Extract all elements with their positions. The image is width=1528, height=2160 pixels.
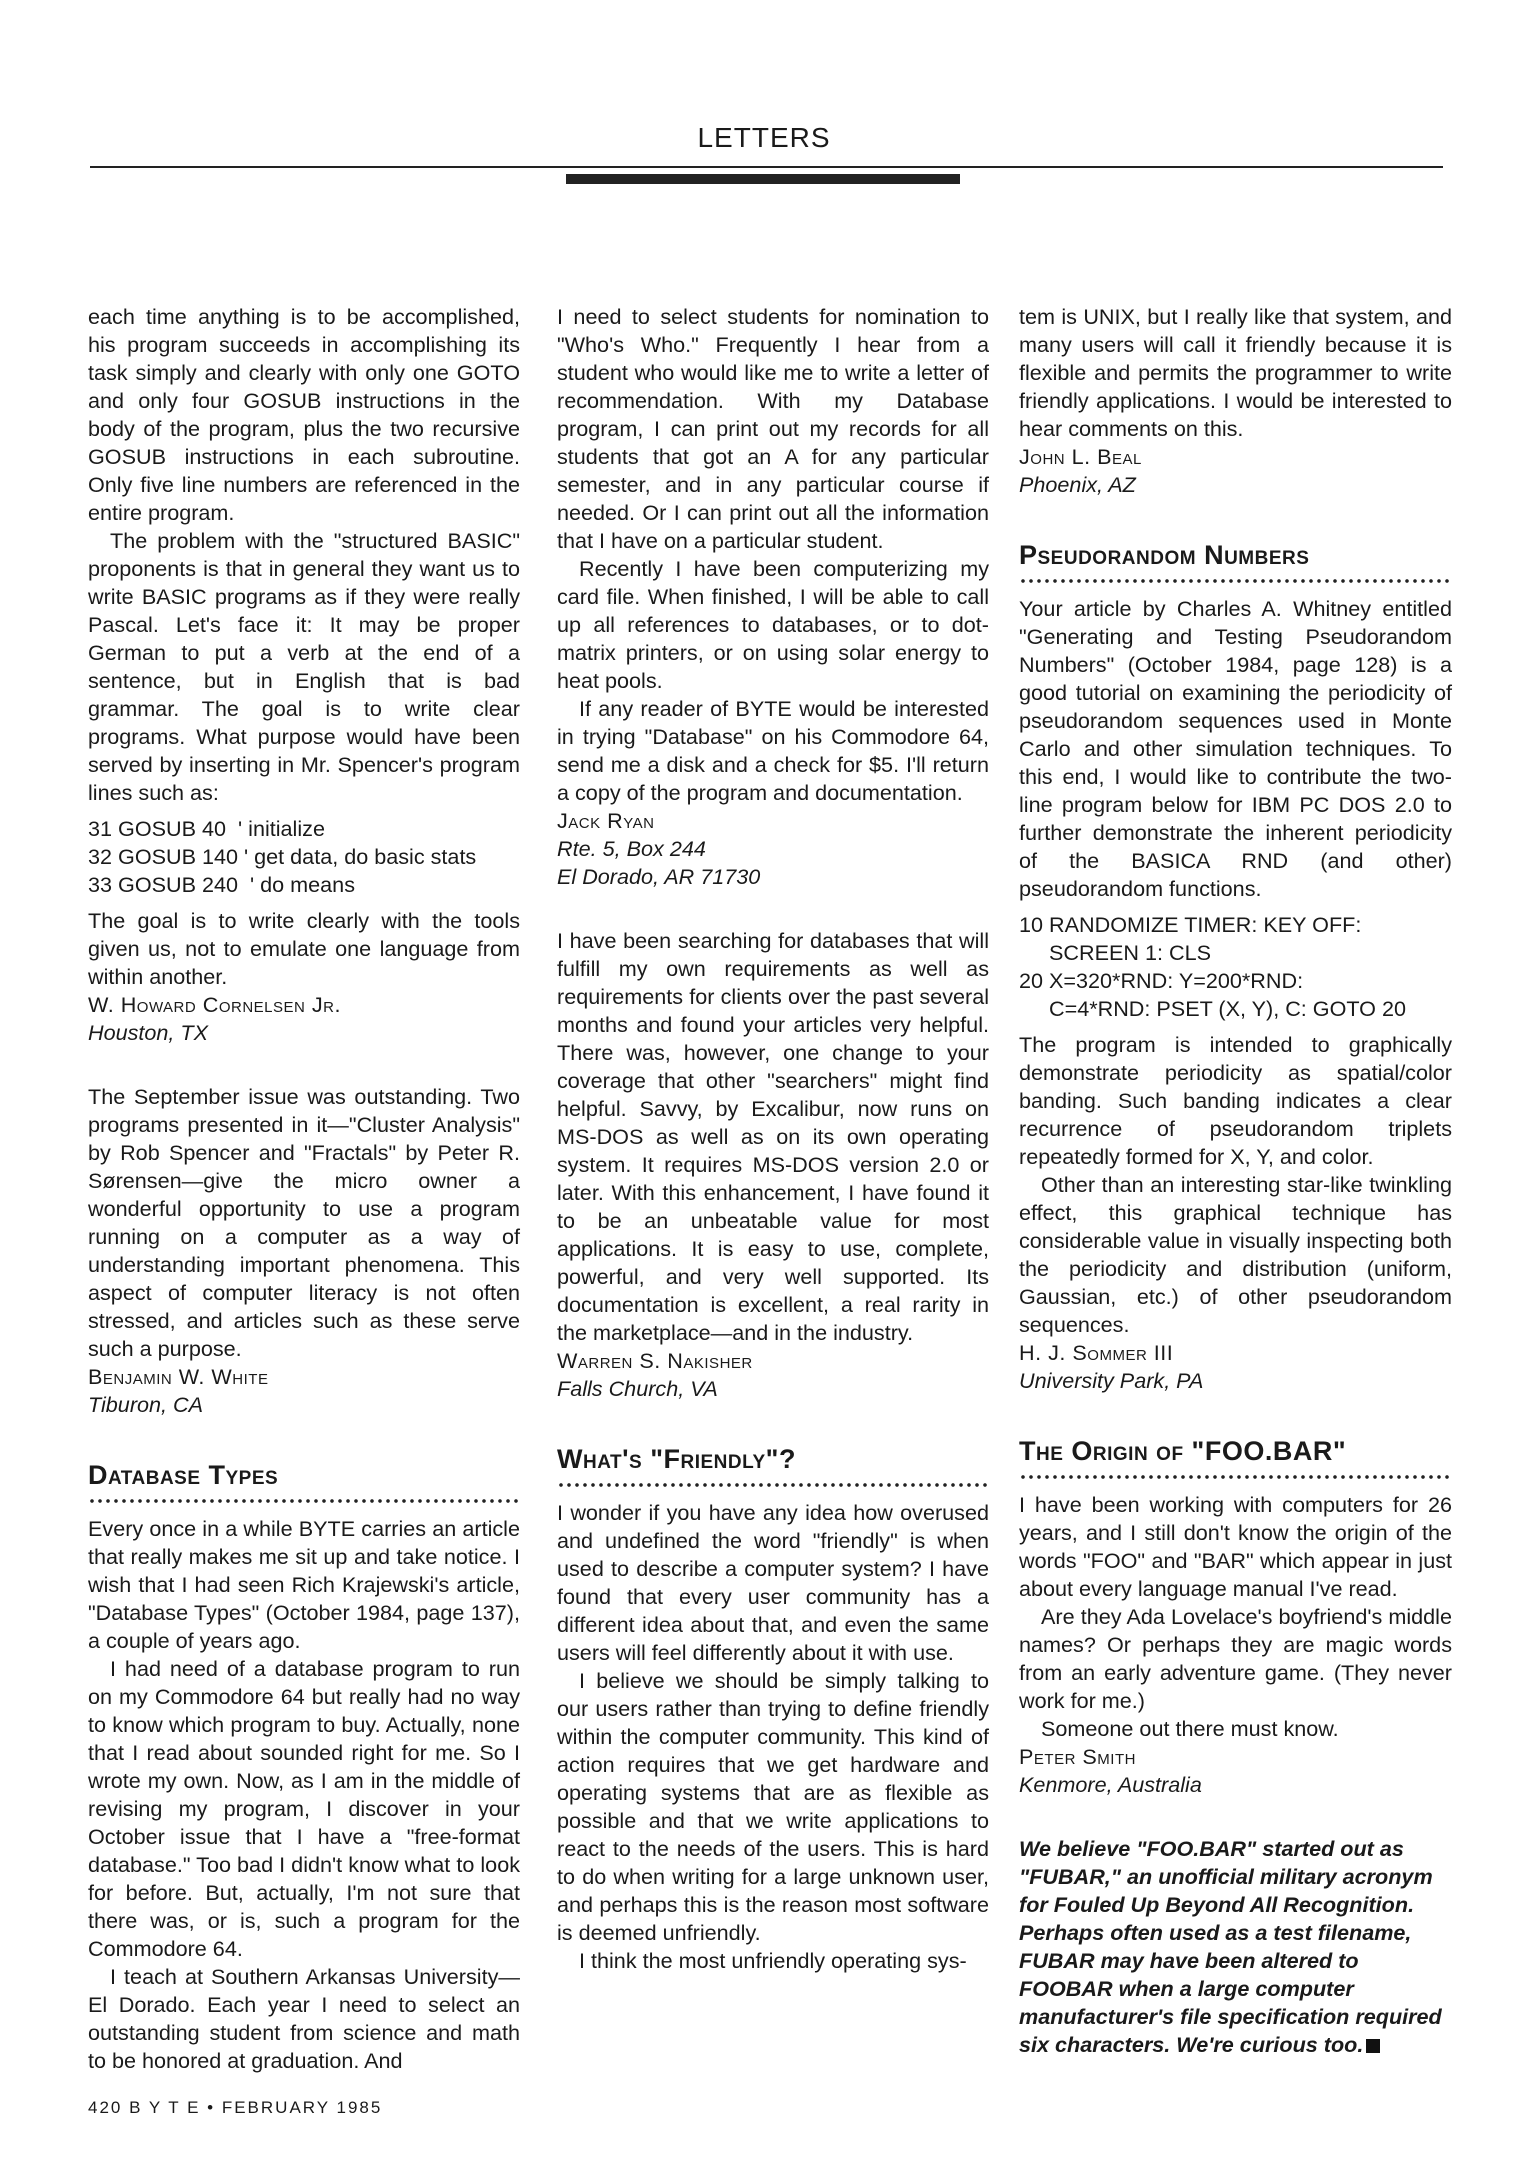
page-title: LETTERS (697, 122, 831, 153)
code-listing (88, 815, 520, 899)
paragraph: Your article by Charles A. Whitney entitled "Generating and Testing Pseudorandom Numbers" (October 1984, page 128) is a good tutorial on examining the periodicity of pseudorandom sequences used in Monte Carlo and other simulation techniques. To this end, I would like to contribute the two-line program below for IBM PC DOS 2.0 to further demonstrate the inherent periodicity of the BASICA RND (and other) pseudorandom functions. (1019, 596, 1452, 901)
signature-place (557, 1375, 989, 1403)
paragraph: Someone out there must know. (1041, 1716, 1339, 1741)
paragraph: I think the most unfriendly operating sys- (579, 1948, 967, 1973)
page-folio: 420 B Y T E • FEBRUARY 1985 (88, 2098, 383, 2117)
column-1 (88, 303, 520, 2075)
paragraph: Other than an interesting star-like twinkling effect, this graphical technique has considerable value in visually inspecting both the periodicity and distribution (uniform, Gaussian, etc.) of other pseudorandom sequences. (1019, 1172, 1452, 1337)
paragraph: each time anything is to be accomplished, his program succeeds in accomplishing its task simply and clearly with only one GOTO and only four GOSUB instructions in the body of the program, plus the two recursive GOSUB instructions in each subroutine. Only five line numbers are referenced in the entire program. (88, 304, 520, 525)
signature-name (557, 1347, 989, 1375)
paragraph: I have been searching for databases that will fulfill my own requirements as well as requirements for clients over the past several months and found your articles very helpful. There was, however, one change to your coverage that other "searchers" might find helpful. Savvy, by Excalibur, now runs on MS-DOS as well as on its own operating system. It requires MS-DOS version 2.0 or later. With this enhancement, I have found it to be an unbeatable value for most applications. It is easy to use, complete, powerful, and very well supported. Its documentation is excellent, a real rarity in the marketplace—and in the industry. (557, 928, 989, 1345)
dotted-rule (88, 1497, 520, 1507)
signature-place (557, 835, 989, 863)
signature-name-text: Jack Ryan (557, 808, 655, 833)
signature-name (1019, 443, 1452, 471)
signature-place (1019, 1367, 1452, 1395)
code-line: 31 GOSUB 40 ' initialize (88, 816, 325, 841)
paragraph: Are they Ada Lovelace's boyfriend's middle names? Or perhaps they are magic words from an early adventure game. (They never work for me.) (1019, 1604, 1452, 1713)
paragraph: I need to select students for nomination to "Who's Who." Frequently I hear from a student who would like me to write a letter of recommendation. With my Database program, I can print out my records for all students that got an A for any particular semester, and in any particular course if needed. Or I can print out all the information that I have on a particular student. (557, 304, 989, 553)
section-heading: The Origin of "FOO.BAR" (1019, 1436, 1347, 1466)
signature-place (1019, 1771, 1452, 1799)
signature-place (88, 1391, 520, 1419)
paragraph: I believe we should be simply talking to our users rather than trying to define friendly within the computer community. This kind of action requires that we get hardware and operating systems that are as flexible as possible and that we write applications to react to the needs of the users. This is hard to do when writing for a large unknown user, and perhaps this is the reason most software is deemed unfriendly. (557, 1668, 989, 1945)
paragraph: I had need of a database program to run on my Commodore 64 but really had no way to know which program to buy. Actually, none that I read about sounded right for me. So I wrote my own. Now, as I am in the middle of revising my program, I discover in your October issue that I have a "free-format database." Too bad I didn't know what to look for before. But, actually, I'm not sure that there was, or is, such a program for the Commodore 64. (88, 1656, 520, 1961)
column-3 (1019, 303, 1452, 2059)
signature-place-text: Falls Church, VA (557, 1376, 718, 1401)
dotted-rule (1019, 577, 1452, 587)
paragraph: The September issue was outstanding. Two programs presented in it—"Cluster Analysis" by Rob Spencer and "Fractals" by Peter R. Sørensen—give the micro owner a wonderful opportunity to use a program running on a computer as a way of understanding important phenomena. This aspect of computer literacy is not often stressed, and articles such as these serve such a purpose. (88, 1084, 520, 1361)
editor-note (1019, 1835, 1452, 2059)
paragraph: The problem with the "structured BASIC" proponents is that in general they want us to write BASIC programs as if they were really Pascal. Let's face it: It may be proper German to put a verb at the end of a sentence, but in English that is bad grammar. The goal is to write clear programs. What purpose would have been served by inserting in Mr. Spencer's program lines such as: (88, 528, 520, 805)
paragraph: I have been working with computers for 26 years, and I still don't know the origin of the words "FOO" and "BAR" which appear in just about every language manual I've read. (1019, 1492, 1452, 1601)
signature-place-text: El Dorado, AR 71730 (557, 864, 761, 889)
signature-name (1019, 1339, 1452, 1367)
signature-place-text: Rte. 5, Box 244 (557, 836, 706, 861)
code-line: 10 RANDOMIZE TIMER: KEY OFF: (1019, 912, 1362, 937)
dotted-rule (1019, 1473, 1452, 1483)
section-heading: Pseudorandom Numbers (1019, 540, 1310, 570)
column-2 (557, 303, 989, 1975)
header-bar (566, 174, 960, 184)
signature-name-text: Benjamin W. White (88, 1364, 269, 1389)
signature-name-text: Peter Smith (1019, 1744, 1136, 1769)
signature-name (1019, 1743, 1452, 1771)
dotted-rule (557, 1481, 989, 1491)
section-heading: Database Types (88, 1460, 279, 1490)
signature-place (557, 863, 989, 891)
code-line: 20 X=320*RND: Y=200*RND: (1019, 968, 1304, 993)
signature-name (88, 991, 520, 1019)
signature-place-text: University Park, PA (1019, 1368, 1204, 1393)
signature-name (88, 1363, 520, 1391)
signature-name-text: John L. Beal (1019, 444, 1142, 469)
code-line: SCREEN 1: CLS (1019, 940, 1212, 965)
paragraph: I teach at Southern Arkansas University—El Dorado. Each year I need to select an outstanding student from science and math to be honored at graduation. And (88, 1964, 520, 2073)
signature-name (557, 807, 989, 835)
paragraph: If any reader of BYTE would be interested in trying "Database" on his Commodore 64, send me a disk and a check for $5. I'll return a copy of the program and documentation. (557, 696, 989, 805)
editor-note-text: We believe "FOO.BAR" started out as "FUBAR," an unofficial military acronym for Fouled Up Beyond All Recognition. Perhaps often used as a test filename, FUBAR may have been altered to FOOBAR when a large computer manufacturer's file specification required six characters. We're curious too. (1019, 1836, 1442, 2057)
signature-name-text: H. J. Sommer III (1019, 1340, 1174, 1365)
section-heading: What's "Friendly"? (557, 1444, 796, 1474)
end-of-article-mark (1366, 2039, 1380, 2053)
signature-place (88, 1019, 520, 1047)
signature-place-text: Houston, TX (88, 1020, 209, 1045)
signature-place (1019, 471, 1452, 499)
paragraph: I wonder if you have any idea how overused and undefined the word "friendly" is when used to describe a computer system? I have found that every user community has a different idea about that, and even the same users will feel differently about it with use. (557, 1500, 989, 1665)
signature-place-text: Phoenix, AZ (1019, 472, 1136, 497)
signature-name-text: Warren S. Nakisher (557, 1348, 753, 1373)
signature-place-text: Kenmore, Australia (1019, 1772, 1202, 1797)
code-listing (1019, 911, 1452, 1023)
code-line: C=4*RND: PSET (X, Y), C: GOTO 20 (1019, 996, 1407, 1021)
paragraph: Every once in a while BYTE carries an article that really makes me sit up and take notice. I wish that I had seen Rich Krajewski's article, "Database Types" (October 1984, page 137), a couple of years ago. (88, 1516, 520, 1653)
code-line: 33 GOSUB 240 ' do means (88, 872, 355, 897)
paragraph: Recently I have been computerizing my card file. When finished, I will be able to call up all references to databases, or to dot-matrix printers, or on using solar energy to heat pools. (557, 556, 989, 693)
paragraph: The goal is to write clearly with the tools given us, not to emulate one language from within another. (88, 908, 520, 989)
signature-name-text: W. Howard Cornelsen Jr. (88, 992, 341, 1017)
paragraph: The program is intended to graphically demonstrate periodicity as spatial/color banding. Such banding indicates a clear recurrence of pseudorandom triplets repeatedly formed for X, Y, and color. (1019, 1032, 1452, 1169)
spacer (557, 891, 989, 927)
code-line: 32 GOSUB 140 ' get data, do basic stats (88, 844, 477, 869)
paragraph: tem is UNIX, but I really like that system, and many users will call it friendly because it is flexible and permits the programmer to write friendly applications. I would be interested to hear comments on this. (1019, 304, 1452, 441)
spacer (88, 1047, 520, 1083)
signature-place-text: Tiburon, CA (88, 1392, 204, 1417)
header-rule (90, 166, 1443, 168)
